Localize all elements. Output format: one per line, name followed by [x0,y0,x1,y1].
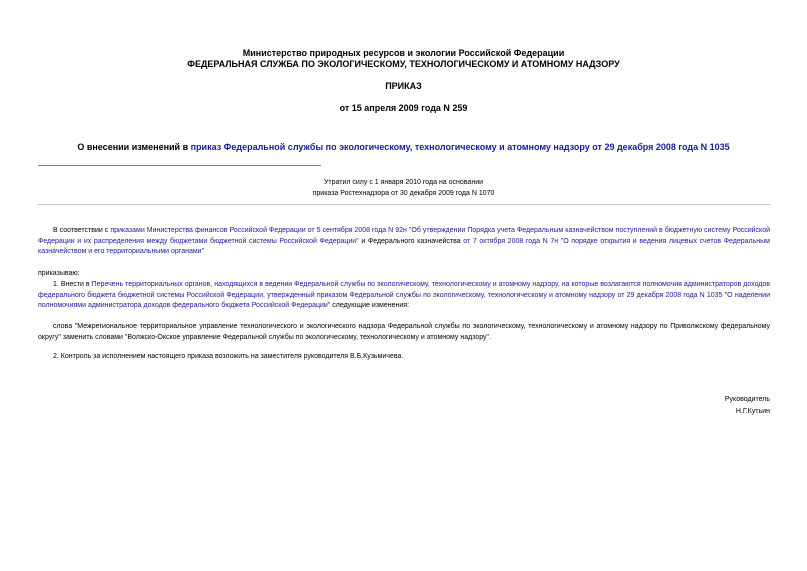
repeal-note-line2: приказа Ростехнадзора от 30 декабря 2009 года N 1070 [312,190,495,197]
preamble-paragraph [38,226,770,258]
repeal-note [0,177,807,199]
doc-title-prefix: О внесении изменений в [77,142,191,152]
item-1-text-2: следующие изменения: [330,302,410,309]
signature-role: Руководитель [724,396,770,403]
signature-block [725,394,770,418]
preamble-link-treasury[interactable]: от 7 октября 2008 года N 7н "О порядке открытия и ведения лицевых счетов Федеральным казначейством и его территориальными органами" [38,237,770,255]
change-paragraph: слова "Межрегиональное территориальное управление технологического и экологического надзора Федеральной службы по экологическому, технологическому и атомному надзору по Приволжскому федеральному округу" заменить словами "Волжско-Окское управление Федеральной службы по экологическому, технологическому и атомному надзору". [38,323,770,341]
item-1-paragraph [38,280,770,312]
item-2-paragraph: 2. Контроль за исполнением настоящего приказа возложить на заместителя руководителя В.Б.Кузьмичева. [53,353,404,360]
signature-name: Н.Г.Кутьин [735,408,770,415]
note-divider [38,204,770,205]
preamble-link-minfin[interactable]: приказами Министерства финансов Российской Федерации от 5 сентября 2008 года N 92н "Об утверждении Порядка учета Федеральным казначейством поступлений в бюджетную систему Российской Федерации и их распределения между бюджетами бюджетной системы Российской Федерации" [38,227,770,245]
title-divider [38,165,321,166]
service-heading: ФЕДЕРАЛЬНАЯ СЛУЖБА ПО ЭКОЛОГИЧЕСКОМУ, ТЕХНОЛОГИЧЕСКОМУ И АТОМНОМУ НАДЗОРУ [187,59,620,69]
doc-title-link[interactable]: приказ Федеральной службы по экологическому, технологическому и атомному надзору от 29 декабря 2008 года N 1035 [190,142,730,152]
order-word: приказываю: [38,270,80,277]
preamble-text-2: и Федерального казначейства [358,237,464,245]
doc-title [0,142,807,152]
repeal-note-line1: Утратил силу с 1 января 2010 года на основании [323,179,484,186]
item-1-text-1: 1. Внести в [53,281,92,288]
doc-date: от 15 апреля 2009 года N 259 [339,103,468,113]
item-1-link-list[interactable]: Перечень территориальных органов, находящихся в ведении Федеральной службы по экологическому, технологическому и атомному надзору, на которые возлагаются полномочия администраторов доходов федерального бюджета бюджетной системы Российской Федерации, утвержденный приказом Федеральной службы по экологическому, технологическому и атомному надзору от 29 декабря 2008 года N 1035 "О наделении полномочиями администратора доходов федерального бюджета Российской Федерации" [38,281,770,309]
doc-type: ПРИКАЗ [385,81,422,91]
ministry-heading: Министерство природных ресурсов и экологии Российской Федерации [242,48,565,58]
preamble-text-1: В соответствии с [53,227,111,234]
